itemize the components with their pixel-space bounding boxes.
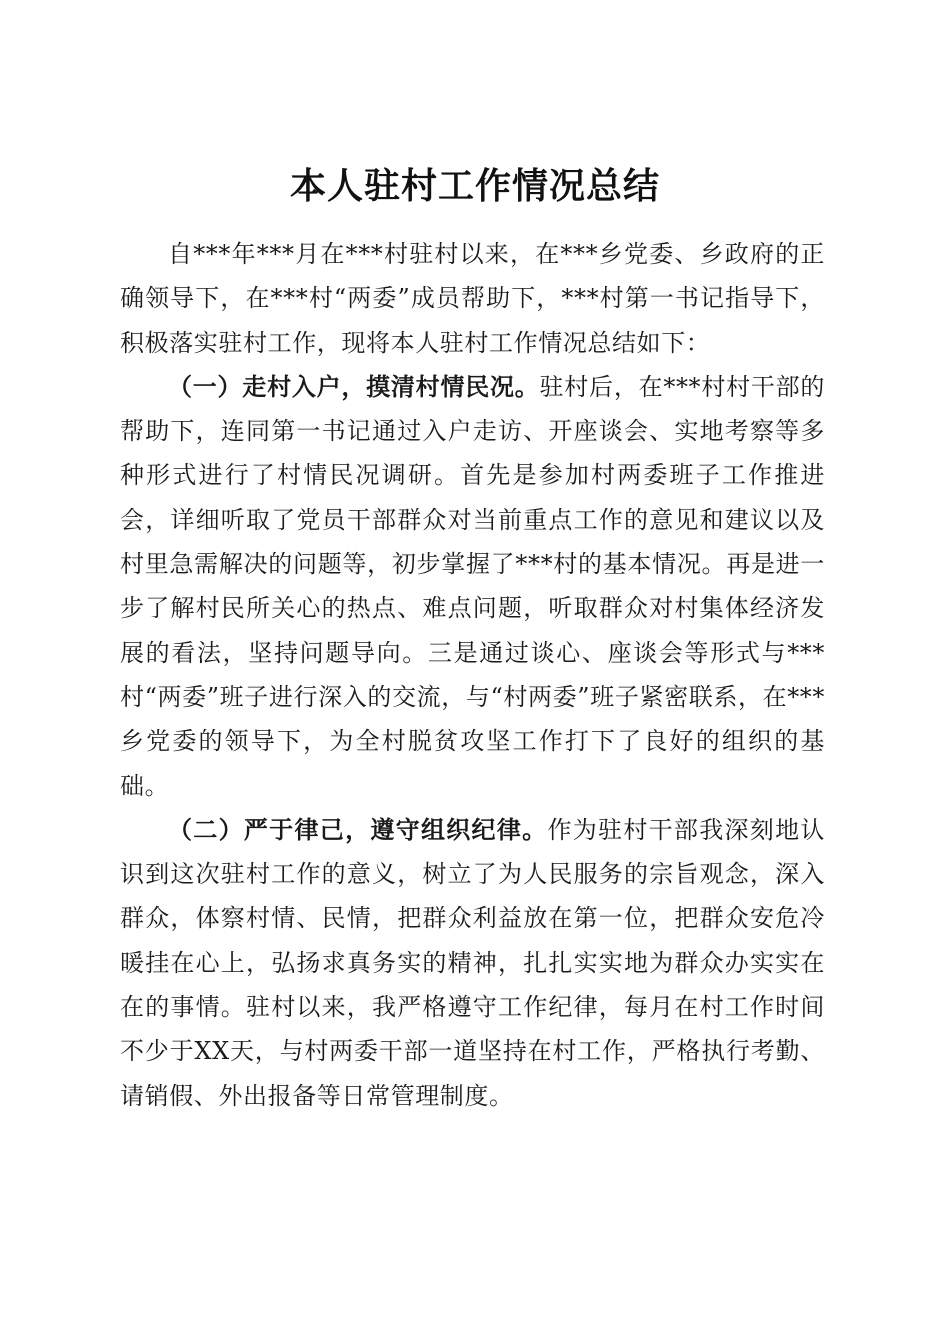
document-title: 本人驻村工作情况总结	[289, 165, 660, 208]
section-heading-2: （二）严于律己，遵守组织纪律。	[168, 814, 548, 844]
section-paragraph-1	[120, 365, 825, 808]
section-paragraph-2	[120, 808, 825, 1118]
section-body-2: 作为驻村干部我深刻地认识到这次驻村工作的意义，树立了为人民服务的宗旨观念，深入群众，体察村情、民情，把群众利益放在第一位，把群众安危冷暖挂在心上，弘扬求真务实的精神，扎扎实实地为群众办实实在在的事情。驻村以来，我严格遵守工作纪律，每月在村工作时间不少于XX天，与村两委干部一道坚持在村工作，严格执行考勤、请销假、外出报备等日常管理制度。	[120, 815, 825, 1110]
section-body-1: 驻村后，在***村村干部的帮助下，连同第一书记通过入户走访、开座谈会、实地考察等多种形式进行了村情民况调研。首先是参加村两委班子工作推进会，详细听取了党员干部群众对当前重点工作的意见和建议以及村里急需解决的问题等，初步掌握了***村的基本情况。再是进一步了解村民所关心的热点、难点问题，听取群众对村集体经济发展的看法，坚持问题导向。三是通过谈心、座谈会等形式与***村“两委”班子进行深入的交流，与“村两委”班子紧密联系，在***乡党委的领导下，为全村脱贫攻坚工作打下了良好的组织的基础。	[120, 372, 825, 800]
document-body	[120, 232, 825, 1118]
intro-paragraph: 自***年***月在***村驻村以来，在***乡党委、乡政府的正确领导下，在***村“两委”成员帮助下，***村第一书记指导下，积极落实驻村工作，现将本人驻村工作情况总结如下：	[120, 240, 825, 357]
section-heading-1: （一）走村入户，摸清村情民况。	[168, 371, 540, 401]
